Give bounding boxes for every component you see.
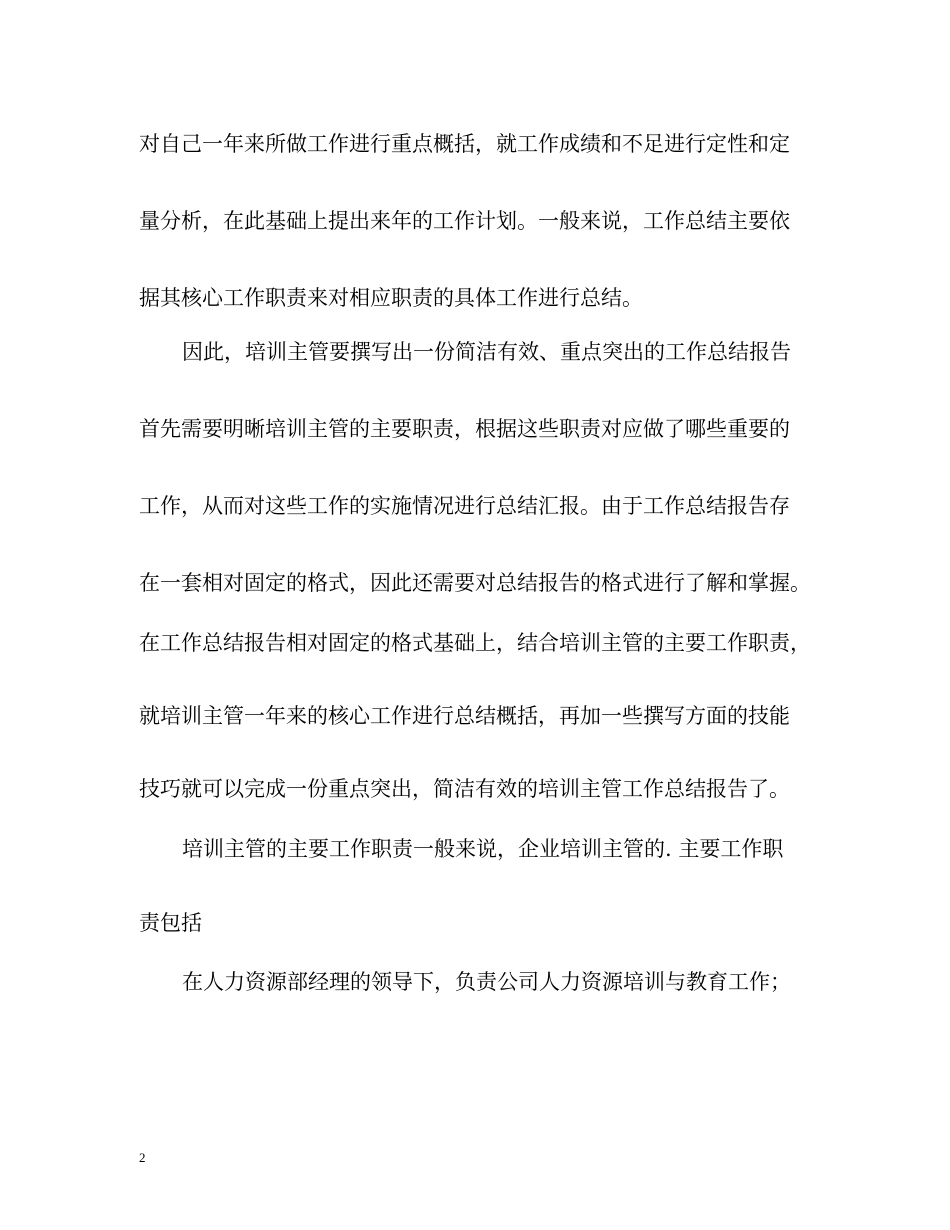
- paragraph-line: 在工作总结报告相对固定的格式基础上，结合培训主管的主要工作职责，: [139, 631, 811, 655]
- paragraph-line: 对自己一年来所做工作进行重点概括，就工作成绩和不足进行定性和定: [139, 132, 790, 156]
- paragraph-line: 据其核心工作职责来对相应职责的具体工作进行总结。: [139, 286, 643, 310]
- paragraph-line: 因此，培训主管要撰写出一份简洁有效、重点突出的工作总结报告: [182, 340, 791, 364]
- paragraph-line: 就培训主管一年来的核心工作进行总结概括，再加一些撰写方面的技能: [139, 704, 790, 728]
- paragraph-line: 首先需要明晰培训主管的主要职责，根据这些职责对应做了哪些重要的: [139, 417, 790, 441]
- paragraph-line: 在人力资源部经理的领导下，负责公司人力资源培训与教育工作；: [182, 970, 791, 994]
- page-number: 2: [139, 1150, 146, 1165]
- paragraph-line: 在一套相对固定的格式，因此还需要对总结报告的格式进行了解和掌握。: [139, 571, 811, 595]
- paragraph-line: 责包括: [139, 911, 202, 935]
- paragraph-line: 技巧就可以完成一份重点突出，简洁有效的培训主管工作总结报告了。: [139, 777, 790, 801]
- paragraph-line: 培训主管的主要工作职责一般来说，企业培训主管的. 主要工作职: [182, 837, 784, 861]
- paragraph-line: 量分析，在此基础上提出来年的工作计划。一般来说，工作总结主要依: [139, 209, 790, 233]
- paragraph-line: 工作，从而对这些工作的实施情况进行总结汇报。由于工作总结报告存: [139, 494, 790, 518]
